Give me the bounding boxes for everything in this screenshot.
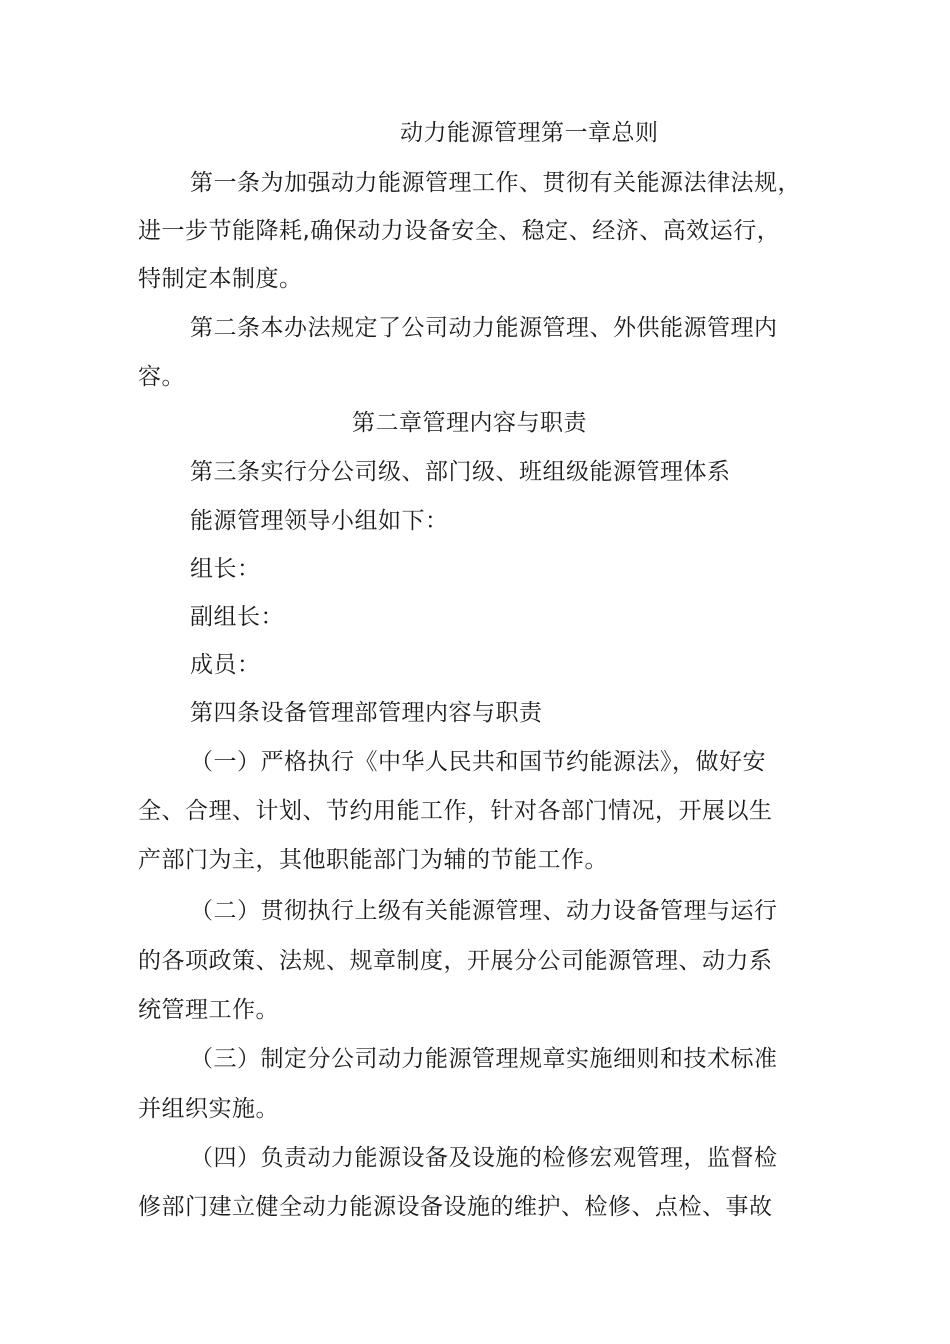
article-1-line-2: 进一步节能降耗,确保动力设备安全、稳定、经济、高效运行， (138, 218, 781, 244)
article-3-members: 成员： (190, 652, 261, 678)
article-4-item-2-line-3: 统管理工作。 (138, 997, 279, 1023)
article-4-item-4-line-2: 修部门建立健全动力能源设备设施的维护、检修、点检、事故 (138, 1194, 773, 1220)
chapter-2-title: 第二章管理内容与职责 (352, 410, 587, 436)
article-2-line-1: 第二条本办法规定了公司动力能源管理、外供能源管理内 (190, 315, 778, 341)
article-1-line-3: 特制定本制度。 (138, 266, 303, 292)
chapter-1-title: 动力能源管理第一章总则 (400, 120, 659, 146)
article-4-item-4-line-1: （四）负责动力能源设备及设施的检修宏观管理，监督检 (190, 1145, 778, 1171)
article-4-title: 第四条设备管理部管理内容与职责 (190, 700, 543, 726)
article-4-item-3-line-2: 并组织实施。 (138, 1096, 279, 1122)
article-4-item-1-line-3: 产部门为主，其他职能部门为辅的节能工作。 (138, 847, 608, 873)
article-4-item-3-line-1: （三）制定分公司动力能源管理规章实施细则和技术标准 (190, 1046, 778, 1072)
article-4-item-2-line-1: （二）贯彻执行上级有关能源管理、动力设备管理与运行 (190, 898, 778, 924)
article-4-item-1-line-1: （一）严格执行《中华人民共和国节约能源法》，做好安 (190, 749, 766, 775)
article-3-line-2: 能源管理领导小组如下： (190, 508, 449, 534)
article-4-item-1-line-2: 全、合理、计划、节约用能工作，针对各部门情况，开展以生 (138, 798, 773, 824)
article-3-deputy: 副组长： (190, 604, 284, 630)
article-1-line-1: 第一条为加强动力能源管理工作、贯彻有关能源法律法规， (190, 170, 801, 196)
article-3-line-1: 第三条实行分公司级、部门级、班组级能源管理体系 (190, 459, 731, 485)
article-2-line-2: 容。 (138, 364, 185, 390)
article-3-leader: 组长： (190, 556, 261, 582)
article-4-item-2-line-2: 的各项政策、法规、规章制度，开展分公司能源管理、动力系 (138, 948, 773, 974)
